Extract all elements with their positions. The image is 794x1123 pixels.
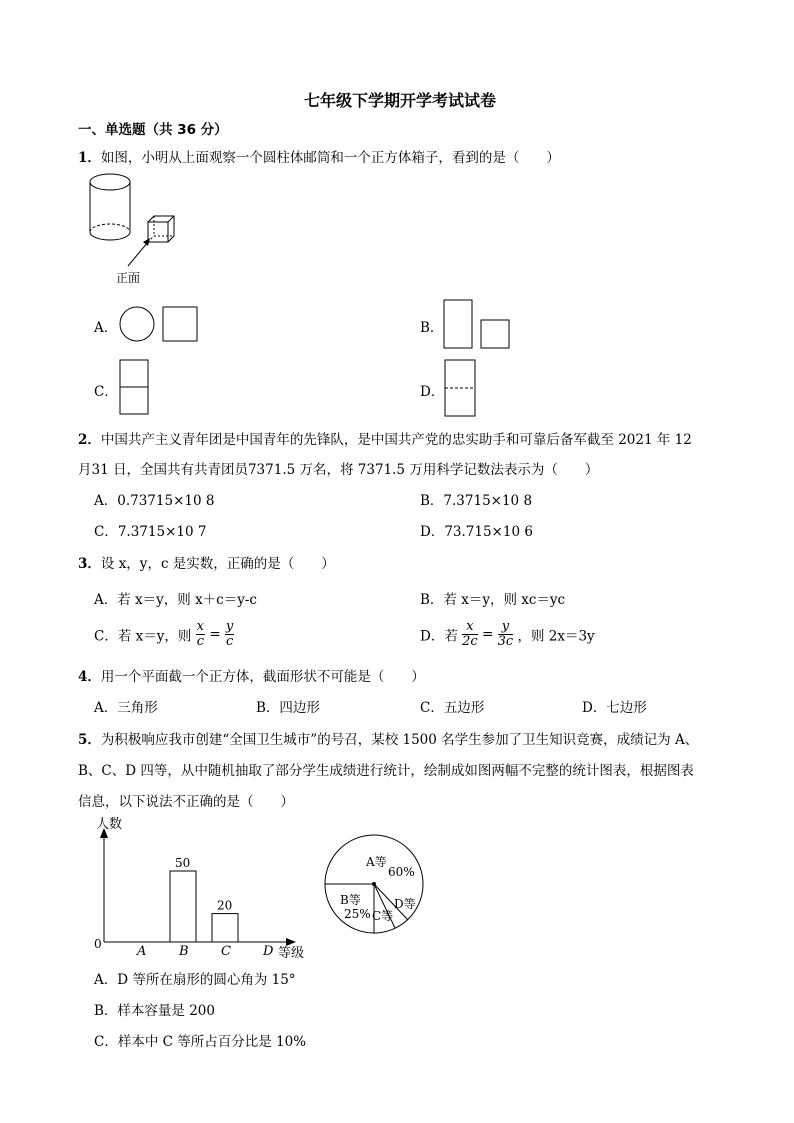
- x-tick-label-c: C: [221, 944, 231, 959]
- option-d-prefix: D．若: [420, 628, 458, 645]
- denominator: 3c: [497, 634, 514, 649]
- slice-label-a: A等: [366, 855, 387, 869]
- option-b-figure: [442, 298, 514, 350]
- option-c-prefix: C．若 x＝y，则: [94, 628, 192, 645]
- pie-center: [372, 882, 376, 886]
- equals-sign: =: [481, 626, 494, 643]
- x-axis-label: 等级: [278, 946, 305, 961]
- fraction: [225, 620, 234, 649]
- x-tick-label-b: B: [179, 944, 189, 959]
- question-text: 用一个平面截一个正方体，截面形状不可能是（ ）: [100, 669, 425, 685]
- option-a: A．三角形: [94, 700, 158, 716]
- denominator: c: [225, 634, 234, 649]
- question-5-line2: B、C、D 四等，从中随机抽取了部分学生成绩进行统计，绘制成如图两幅不完整的统计图表，根据图表: [78, 763, 694, 779]
- option-a: A．: [94, 320, 118, 336]
- question-number: 4．: [78, 669, 101, 685]
- option-c-figure: [118, 358, 150, 416]
- question-5-line3: 信息，以下说法不正确的是（ ）: [78, 794, 294, 810]
- slice-pct-a: 60%: [388, 865, 415, 879]
- fraction: [498, 620, 514, 649]
- section-heading: 一、单选题（共 36 分）: [78, 122, 228, 138]
- numerator: y: [225, 619, 234, 634]
- option-b: B．样本容量是 200: [94, 1003, 215, 1019]
- option-c: [94, 620, 234, 649]
- front-label: 正面: [116, 271, 141, 285]
- question-number: 5．: [78, 732, 101, 748]
- option-c: C．五边形: [420, 700, 485, 716]
- option-d-suffix: ，则 2x＝3y: [517, 628, 595, 645]
- slice-label-c: C等: [372, 909, 394, 923]
- option-b: B．若 x＝y，则 xc＝yc: [420, 592, 566, 608]
- data-label-c: 20: [217, 898, 233, 913]
- data-label-b: 50: [175, 856, 191, 870]
- question-number: 2．: [78, 432, 101, 448]
- x-tick-label-a: A: [137, 944, 147, 959]
- denominator: 2c: [462, 634, 478, 649]
- fraction: [462, 620, 478, 649]
- question-5: [78, 728, 698, 748]
- x-tick-label-d: D: [263, 944, 274, 959]
- question-text: 中国共产主义青年团是中国青年的先锋队，是中国共产党的忠实助手和可靠后备军截至 2021 年 12: [100, 432, 692, 448]
- numerator: y: [498, 620, 514, 635]
- numerator: x: [196, 619, 205, 634]
- slice-label-d: D等: [394, 897, 416, 911]
- bar-b: [170, 871, 196, 942]
- option-c: C．: [94, 384, 118, 400]
- option-a-figure: [118, 304, 200, 344]
- option-c: C．样本中 C 等所占百分比是 10%: [94, 1034, 307, 1050]
- numerator: x: [462, 620, 478, 635]
- question-4: [78, 665, 425, 685]
- cylinder-cube-figure: [88, 170, 198, 290]
- question-text: 设 x，y，c 是实数，正确的是（ ）: [100, 556, 335, 572]
- question-text: 为积极响应我市创建“全国卫生城市”的号召，某校 1500 名学生参加了卫生知识竞赛，成绩记为 A、: [100, 732, 699, 748]
- question-1: [78, 146, 560, 166]
- option-b: B．: [420, 320, 444, 336]
- fraction: [196, 620, 205, 649]
- option-c: C．7.3715×10 7: [94, 524, 207, 540]
- question-number: 3．: [78, 556, 101, 572]
- option-a: A．0.73715×10 8: [94, 493, 215, 509]
- question-3: [78, 552, 335, 572]
- bar-c: [212, 914, 238, 942]
- option-b: B．四边形: [256, 700, 320, 716]
- option-d: D．73.715×10 6: [420, 524, 533, 540]
- page-title: 七年级下学期开学考试试卷: [304, 91, 497, 110]
- question-2: [78, 428, 692, 448]
- denominator: c: [196, 634, 204, 649]
- origin-label: 0: [94, 937, 102, 951]
- option-d: D．: [420, 384, 445, 400]
- equals-sign: =: [209, 626, 221, 643]
- option-d: [420, 620, 595, 649]
- option-b: B．7.3715×10 8: [420, 493, 533, 509]
- question-2-line2: 月31 日，全国共有共青团员7371.5 万名，将 7371.5 万用科学记数法表示为（ ）: [78, 462, 599, 478]
- slice-pct-b: 25%: [344, 907, 371, 921]
- bar-chart: [88, 812, 318, 962]
- option-a: A．若 x＝y，则 x＋c＝y-c: [94, 592, 257, 608]
- slice-label-b: B等: [340, 893, 361, 907]
- option-a: A．D 等所在扇形的圆心角为 15°: [94, 972, 296, 988]
- x-axis-arrow: [286, 938, 296, 946]
- question-text: 如图，小明从上面观察一个圆柱体邮筒和一个正方体箱子，看到的是（ ）: [100, 150, 560, 166]
- option-d: D．七边形: [582, 700, 647, 716]
- option-d-figure: [443, 358, 477, 418]
- y-axis-label: 人数: [96, 817, 123, 832]
- question-number: 1．: [78, 150, 101, 166]
- pie-chart: [322, 834, 432, 938]
